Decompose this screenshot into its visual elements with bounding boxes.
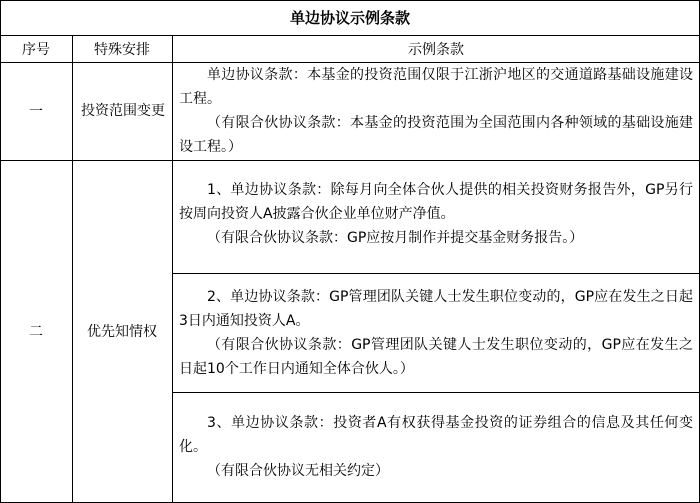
header-clause: 示例条款 bbox=[408, 41, 464, 58]
header-seq: 序号 bbox=[22, 41, 50, 58]
side-letter-clause: 1、单边协议条款：除每月向全体合伙人提供的相关投资财务报告外，GP另行按周向投资人A披露合伙企业单位财产净值。 bbox=[179, 182, 693, 222]
lp-agreement-clause: （有限合伙协议条款：本基金的投资范围为全国范围内各种领域的基础设施建设工程。） bbox=[179, 115, 693, 155]
clause-block bbox=[179, 411, 693, 483]
table-rule bbox=[172, 35, 173, 503]
clause-block bbox=[179, 63, 693, 159]
table-rule bbox=[172, 273, 700, 274]
row-seq: 二 bbox=[29, 324, 43, 340]
table-title: 单边协议示例条款 bbox=[289, 9, 410, 27]
row-arrangement: 投资范围变更 bbox=[81, 103, 165, 119]
row-seq: 一 bbox=[29, 104, 43, 120]
lp-agreement-clause: （有限合伙协议无相关约定） bbox=[207, 463, 389, 479]
side-letter-clause: 3、单边协议条款：投资者A有权获得基金投资的证券组合的信息及其任何变化。 bbox=[179, 415, 693, 455]
header-arrangement: 特殊安排 bbox=[94, 41, 150, 58]
lp-agreement-clause: （有限合伙协议条款：GP管理团队关键人士发生职位变动的，GP应在发生之日起10个工作日内通知全体合伙人。） bbox=[179, 337, 693, 377]
clause-block bbox=[179, 178, 693, 250]
lp-agreement-clause: （有限合伙协议条款：GP应按月制作并提交基金财务报告。） bbox=[207, 230, 584, 246]
clause-block bbox=[179, 285, 693, 381]
table-rule bbox=[172, 392, 700, 393]
row-arrangement: 优先知情权 bbox=[87, 324, 157, 340]
side-letter-clause: 单边协议条款：本基金的投资范围仅限于江浙沪地区的交通道路基础设施建设工程。 bbox=[179, 67, 693, 107]
side-letter-clause: 2、单边协议条款：GP管理团队关键人士发生职位变动的，GP应在发生之日起3日内通知投资人A。 bbox=[179, 289, 693, 329]
